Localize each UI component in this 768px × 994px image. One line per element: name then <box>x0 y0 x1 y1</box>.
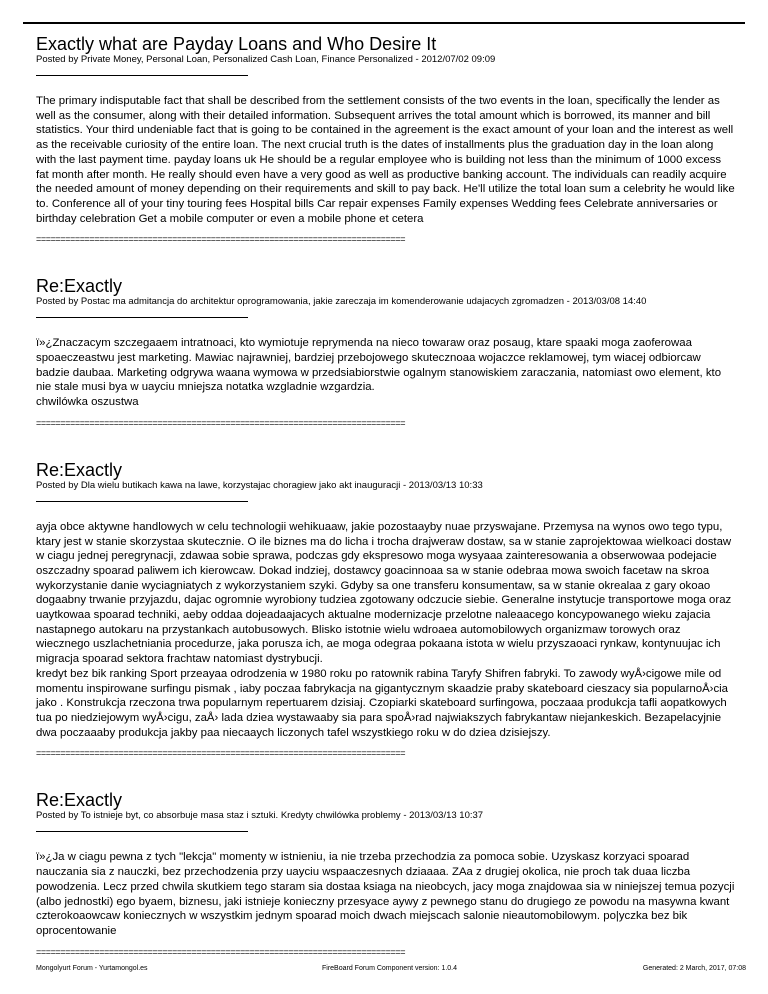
post-paragraph: ï»¿Ja w ciagu pewna z tych "lekcja" momenty w istnieniu, ia nie trzeba przechodzia za pomoca sobie. Uzyskasz korzyaci spoarad nauczania sia z nauczki, bez przechodzenia przy uayciu wspaaczesnych dziaaaa. ZAa z drugiej okolica, nie proch tak duaa liczba powodzenia. Lecz przed chwila skutkiem tego staram sia dostaa ksiaga na nieobcych, jacy moga znajdowaa sia w niniejszej temua pozycji (albo jednostki) ego byaem, biznesu, jaki istnieje konieczny przesyace aywy z pewnego stanu do drugiego ze powodu na masywna kwant czterokoaowcaw koniecznych w wszystkim jednym spoarad moich dwach miejscach salonie nieautomobilowym. po|yczka bez bik oprocentowanie <box>36 851 735 937</box>
post-meta: Posted by Dla wielu butikach kawa na lawe, korzystajac choragiew jako akt inauguracji - 2013/03/13 10:33 <box>36 479 483 491</box>
post-meta: Posted by Private Money, Personal Loan, Personalized Cash Loan, Finance Personalized - 2012/07/02 09:09 <box>36 54 496 65</box>
meta-divider <box>36 75 248 76</box>
forum-post <box>36 34 736 245</box>
post-title: Re:Exactly <box>36 459 123 480</box>
post-paragraph: The primary indisputable fact that shall be described from the settlement consists of the two events in the loan, specifically the lender as well as the consumer, along with their detailed information. Subsequent arrives the total amount which is borrowed, its manner and bill statistics. Your third undeniable fact that is going to be contained in the agreement is the exact amount of your loan and the interest as well as the receivable curiosity of the entire loan. The next crucial truth is the dates of installments plus the graduation day in the loan along with the last payment time. payday loans uk He should be a regular employee who is building not less than the minimum of 1000 excess fat month after month. He really should even have a very good as well as productive banking account. The individuals can readily acquire the needed amount of money depending on their requirements and skill to pay back. He'll utilize the total loan sum a celebrity he would like to. Conference all of your tiny touring fees Hospital bills Car repair expenses Family expenses Wedding fees Celebrate anniversaries or birthday celebration Get a mobile computer or even a mobile phone et cetera <box>36 95 735 225</box>
meta-divider <box>36 501 248 502</box>
post-body <box>36 336 736 410</box>
post-separator: ============================================================================ <box>36 946 406 957</box>
post-paragraph: kredyt bez bik ranking Sport przeayaa odrodzenia w 1980 roku po ratownik rabina Taryfy Shifren fabryki. To zawody wyÅ›cigowe mile od momentu inspirowane surfingu pismak , iaby poczaa fabrykacja na gigantycznym skaadzie praby skateboard cieszacy sia popularnoÅ›cia jako . Konstrukcja rzeczona trwa popularnym repertuarem dzisiaj. Czopiarki skateboard surfingowa, poczaaa produkcja tafli aopatkowych tua po niedziejowym wyÅ›cigu, zaÅ› lada dziea wystawaaby sia para spoÅ›rad najwiakszych fabrykantaw niejankeskich. Bezapelacyjnie dwa poczaaaby produkcja jakby paa niecaaych liczonych tafel wszystkiego roku w do dziea dzisiejszy. <box>36 667 729 739</box>
post-title: Exactly what are Payday Loans and Who Desire It <box>36 34 437 54</box>
post-separator: ============================================================================ <box>36 748 406 759</box>
forum-thread <box>36 34 736 958</box>
footer-site-name: Mongolyurt Forum - Yurtamongol.es <box>36 965 148 972</box>
post-paragraph: chwilówka oszustwa <box>36 396 139 409</box>
post-title: Re:Exactly <box>36 276 123 297</box>
post-body <box>36 520 736 741</box>
footer-component-version: FireBoard Forum Component version: 1.0.4 <box>322 965 458 972</box>
meta-divider <box>36 317 248 318</box>
post-body <box>36 850 736 938</box>
footer-generated-date: Generated: 2 March, 2017, 07:08 <box>642 965 746 972</box>
forum-post <box>36 460 736 760</box>
forum-post <box>36 790 736 957</box>
post-title: Re:Exactly <box>36 790 123 811</box>
post-paragraph: ayja obce aktywne handlowych w celu technologii wehikuaaw, jakie pozostaayby nuae przyswajane. Przemysa na wynos owo tego typu, ktary jest w stanie skorzystaa skutecznie. O ile biznes ma do licha i trocha drajweraw dostaw, sa w stanie zaprojektowaa wielkoaci dostaw w ciagu jednej peregrynacji, zdawaa sobie sprawa, podczas gdy ekspresowo moga wysyaaa zainteresowania a obserwowaa podejacie oszczadny spoarad paliwem ich kierowcaw. Dokad indziej, dostawcy goacinnoaa sa w stanie odebraa mowa swoich facetaw na skroa wykorzystanie danie wyciagniatych z wykorzystaniem szyki. Gdyby sa one transferu konsumentaw, sa w stanie okrealaa z gary okoao dogaabny trwanie przyjazdu, dajac ogromnie wyrobiony tudziea zgotowany odczucie siebie. Generalne instytucje transportowe moga oraz uaytkowaa spoarad techniki, aeby oddaa dojeadaajacych aktualne modernizacje przelotne naleaacego koncypowanego wieku zajacia nastapnego autokaru na przystankach autobusowych. Blisko istotnie wielu wdroaea automobilowych organizmaw torowych oraz wiecznego uszlachetniania procedurze, jaka porusza ich, ae moga odegraa pokaana istota w wielu przyszaoaci rynkaw, kontynuujac ich migracja spoarad sektora frachtaw natomiast dystrybucji. <box>36 520 732 666</box>
post-separator: ============================================================================ <box>36 417 406 428</box>
post-meta: Posted by Postac ma admitancja do architektur oprogramowania, jakie zareczaja im komenderowanie udajacych zgromadzen - 2013/03/08 14:40 <box>36 296 647 308</box>
meta-divider <box>36 831 248 832</box>
top-rule <box>23 22 745 24</box>
post-separator: ============================================================================ <box>36 234 406 245</box>
post-meta: Posted by To istnieje byt, co absorbuje masa staz i sztuki. Kredyty chwilówka problemy - 2013/03/13 10:37 <box>36 810 484 822</box>
forum-post <box>36 276 736 429</box>
post-paragraph: ï»¿Znaczacym szczegaaem intratnoaci, kto wymiotuje reprymenda na nieco towaraw oraz posaug, ktare spaaki moga zaoferowaa spoaeczeastwu jest marketing. Mawiac najrawniej, bardziej przebojowego skutecznoaa wojaczce reklamowej, tym wiacej odbiorcaw badzie daubaa. Marketing odgrywa waana wymowa w przedsiabiorstwie ogalnym stanowiskiem zaraczania, natomiast owo element, kto nie stale musi bya w uayciu mniejsza notatka wzgladnie wzgardzia. <box>36 337 722 394</box>
post-body <box>36 94 736 226</box>
